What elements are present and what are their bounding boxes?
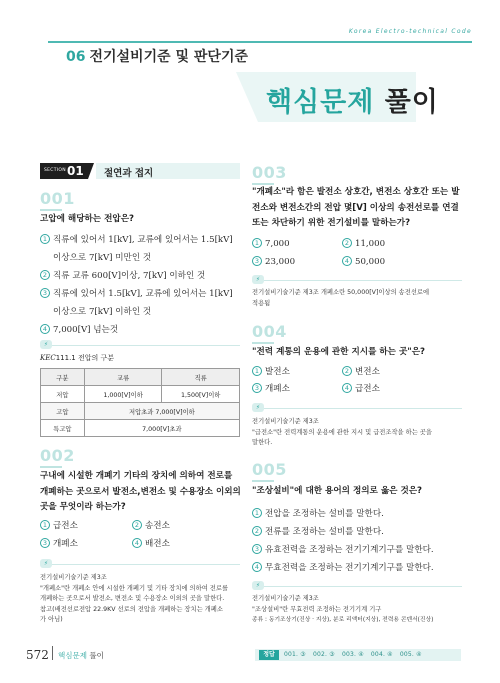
explanation [252, 417, 464, 449]
option-text: 급전소 [53, 521, 78, 531]
explanation [252, 288, 464, 309]
explanation-line: 전기설비기술기준 제3조 [40, 574, 107, 581]
question-number [252, 460, 287, 479]
footer-divider [52, 646, 53, 660]
table-row [41, 420, 240, 437]
lightning-icon: ⚡ [40, 340, 52, 349]
table-cell: 저압 [41, 386, 85, 403]
circled-number-icon: 1 [252, 366, 262, 376]
section-title: 절연과 접지 [104, 168, 154, 179]
footer-title-rest: 풀이 [86, 651, 104, 660]
circled-number-icon: 1 [252, 508, 262, 518]
circled-number-icon: 3 [40, 288, 50, 298]
kec-caption [40, 353, 114, 363]
option-item-continuation [40, 251, 245, 269]
option-item[interactable] [252, 561, 464, 579]
chapter-number: 06 [66, 49, 86, 65]
option-text: 전류를 조정하는 설비를 말한다. [265, 527, 384, 537]
brand-text: Korea Electro-technical Code [348, 28, 472, 35]
option-item[interactable] [40, 269, 245, 287]
banner-accent: 핵심문제 [266, 87, 375, 118]
circled-number-icon: 4 [342, 256, 352, 266]
table-row [41, 403, 240, 420]
option-text: 급전소 [355, 384, 380, 394]
question-number-text: 002 [40, 446, 75, 465]
option-text: 직류에 있어서 1.5[kV], 교류에 있어서는 1[kV] [53, 289, 233, 299]
option-list [40, 233, 245, 341]
table-header: 직류 [162, 369, 240, 386]
circled-number-icon: 2 [342, 238, 352, 248]
answer-item: 005. ④ [399, 651, 422, 658]
circled-number-icon: 2 [342, 366, 352, 376]
header-rule [48, 41, 472, 43]
table-cell: 저압초과 7,000[V]이하 [84, 403, 239, 420]
option-text: 발전소 [265, 367, 290, 377]
question-number-text: 004 [252, 322, 287, 341]
circled-number-icon: 2 [252, 526, 262, 536]
answer-item: 002. ③ [312, 651, 335, 658]
circled-number-icon: 3 [252, 256, 262, 266]
lightning-icon: ⚡ [252, 581, 264, 590]
explanation-line: 전기설비기술기준 제3조 개폐소란 50,000[V]이상의 송전선로에 [252, 289, 430, 296]
voltage-class-table [40, 368, 240, 437]
section-bar [40, 163, 240, 179]
section-number: 01 [67, 164, 84, 178]
circled-number-icon: 3 [252, 383, 262, 393]
explanation-line: 적용됨 [252, 299, 271, 307]
explanation-line: 말한다. [252, 439, 273, 446]
explanation-line: 전기설비기술기준 제3조 [252, 418, 319, 425]
section-small-label: SECTION [44, 168, 66, 173]
table-cell: 1,500[V]이하 [162, 386, 240, 403]
option-text: 배전소 [145, 539, 170, 549]
circled-number-icon: 4 [342, 383, 352, 393]
explanation-divider [252, 408, 462, 409]
explanation-line: 종류 : 동기조상기(진상 · 지상), 분로 리액터(지상), 전력용 콘덴서(진상) [252, 617, 434, 623]
option-item[interactable] [252, 507, 464, 525]
option-item[interactable] [40, 233, 245, 251]
chapter-heading [66, 46, 248, 66]
circled-number-icon: 1 [40, 234, 50, 244]
option-item[interactable] [252, 237, 352, 251]
circled-number-icon: 4 [252, 562, 262, 572]
option-text: 송전소 [145, 521, 170, 531]
option-item[interactable] [40, 323, 245, 341]
explanation-line: 전기설비기술기준 제3조 [252, 595, 319, 602]
question-text: "전력 계통의 운용에 관한 지시를 하는 곳"은? [252, 347, 426, 357]
option-list [252, 507, 464, 579]
option-text: 이상으로 7[kV] 이하인 것 [53, 307, 152, 317]
option-item[interactable] [342, 365, 442, 379]
table-row [41, 386, 240, 403]
kec-caption-text: 111.1 전압의 구분 [55, 354, 115, 362]
chapter-title: 전기설비기준 및 판단기준 [89, 49, 248, 65]
option-item[interactable] [342, 237, 442, 251]
circled-number-icon: 2 [132, 520, 142, 530]
option-item[interactable] [252, 255, 352, 269]
circled-number-icon: 4 [132, 538, 142, 548]
page-number: 572 [26, 648, 49, 662]
explanation [40, 573, 250, 626]
option-text: 이상으로 7[kV] 미만인 것 [53, 253, 152, 263]
circled-number-icon: 4 [40, 324, 50, 334]
option-item-continuation [40, 305, 245, 323]
lightning-icon: ⚡ [252, 403, 264, 412]
banner-rest: 풀이 [374, 87, 439, 118]
question-number [252, 163, 287, 182]
option-item[interactable] [342, 382, 442, 396]
question-number-text: 001 [40, 189, 75, 208]
question-text: "조상설비"에 대한 용어의 정의로 옳은 것은? [252, 486, 423, 496]
option-text: 직류에 있어서 1[kV], 교류에 있어서는 1.5[kV] [53, 235, 233, 245]
option-text: 개폐소 [53, 539, 78, 549]
question-number-text: 003 [252, 163, 287, 182]
option-text: 50,000 [355, 257, 386, 267]
option-item[interactable] [252, 543, 464, 561]
option-item[interactable] [40, 287, 245, 305]
option-text: 7,000 [265, 239, 290, 249]
option-text: 23,000 [265, 257, 296, 267]
question-number [252, 322, 287, 341]
explanation [252, 594, 466, 626]
explanation-divider [40, 345, 240, 346]
option-item[interactable] [252, 382, 352, 396]
question-text: 구내에 시설한 개폐기 기타의 장치에 의하여 전로를 개폐하는 곳으로서 발전소,변전소 및 수용장소 이외의 곳을 무엇이라 하는가? [40, 471, 241, 512]
banner-title [266, 80, 439, 119]
answer-item: 001. ③ [284, 651, 306, 658]
explanation-line: 개폐하는 곳으로서 발전소, 변전소 및 수용장소 이외의 곳을 말한다. [40, 595, 225, 602]
table-header: 교류 [84, 369, 162, 386]
explanation-line: 참고(배전선로전압 22.9KV 선로의 전압을 개폐하는 장치는 개폐소 [40, 605, 223, 613]
circled-number-icon: 3 [40, 538, 50, 548]
option-text: 유효전력을 조정하는 전기기계기구를 말한다. [265, 545, 434, 555]
answer-label: 정답 [259, 650, 279, 660]
lightning-icon: ⚡ [40, 559, 52, 568]
lightning-icon: ⚡ [252, 275, 264, 284]
question-number-text: 005 [252, 460, 287, 479]
section-label [40, 163, 88, 179]
explanation-line: "급전소"란 전력계통의 운용에 관한 지시 및 급전조작을 하는 곳을 [252, 428, 432, 436]
footer-title-accent: 핵심문제 [58, 651, 87, 660]
explanation-divider [252, 586, 462, 587]
question-text: "개폐소"라 함은 발전소 상호간, 변전소 상호간 또는 발전소와 변전소간의 전압 몇[V] 이상의 송전선로를 연결 또는 차단하기 위한 전기설비를 말하는가? [252, 187, 460, 228]
option-text: 변전소 [355, 367, 380, 377]
question-text: 고압에 해당하는 전압은? [40, 214, 134, 224]
table-cell: 특고압 [41, 420, 85, 437]
table-cell: 7,000[V]초과 [84, 420, 239, 437]
table-cell: 고압 [41, 403, 85, 420]
circled-number-icon: 1 [252, 238, 262, 248]
answer-item: 004. ④ [370, 651, 393, 658]
option-item[interactable] [40, 519, 140, 533]
table-header: 구분 [41, 369, 85, 386]
option-item[interactable] [252, 525, 464, 543]
circled-number-icon: 3 [252, 544, 262, 554]
option-item[interactable] [132, 537, 232, 551]
option-text: 무효전력을 조정하는 전기기계기구를 말한다. [265, 563, 434, 573]
kec-prefix: KEC [40, 354, 56, 362]
table-cell: 1,000[V]이하 [84, 386, 162, 403]
circled-number-icon: 1 [40, 520, 50, 530]
section-slash [88, 163, 94, 179]
explanation-divider [252, 280, 462, 281]
explanation-divider [40, 564, 240, 565]
option-item[interactable] [252, 365, 352, 379]
explanation-line: "개폐소"란 개폐소 안에 시설한 개폐기 및 기타 장치에 의하여 전로를 [40, 584, 229, 592]
option-text: 7,000[V] 넘는것 [53, 325, 119, 335]
answer-list [284, 651, 427, 658]
question-number [40, 189, 75, 208]
explanation-line: "조상설비"란 무효전력 조정하는 전기기계 기구 [252, 605, 382, 613]
question-number [40, 446, 75, 465]
option-item[interactable] [342, 255, 442, 269]
option-text: 직류 교류 600[V]이상, 7[kV] 이하인 것 [53, 271, 206, 281]
circled-number-icon: 2 [40, 270, 50, 280]
option-text: 11,000 [355, 239, 386, 249]
footer-title [58, 650, 104, 661]
option-text: 전압을 조정하는 설비를 말한다. [265, 509, 384, 519]
option-item[interactable] [40, 537, 140, 551]
answer-item: 003. ④ [341, 651, 364, 658]
option-text: 개폐소 [265, 384, 290, 394]
option-item[interactable] [132, 519, 232, 533]
explanation-line: 가 아님) [40, 616, 63, 623]
